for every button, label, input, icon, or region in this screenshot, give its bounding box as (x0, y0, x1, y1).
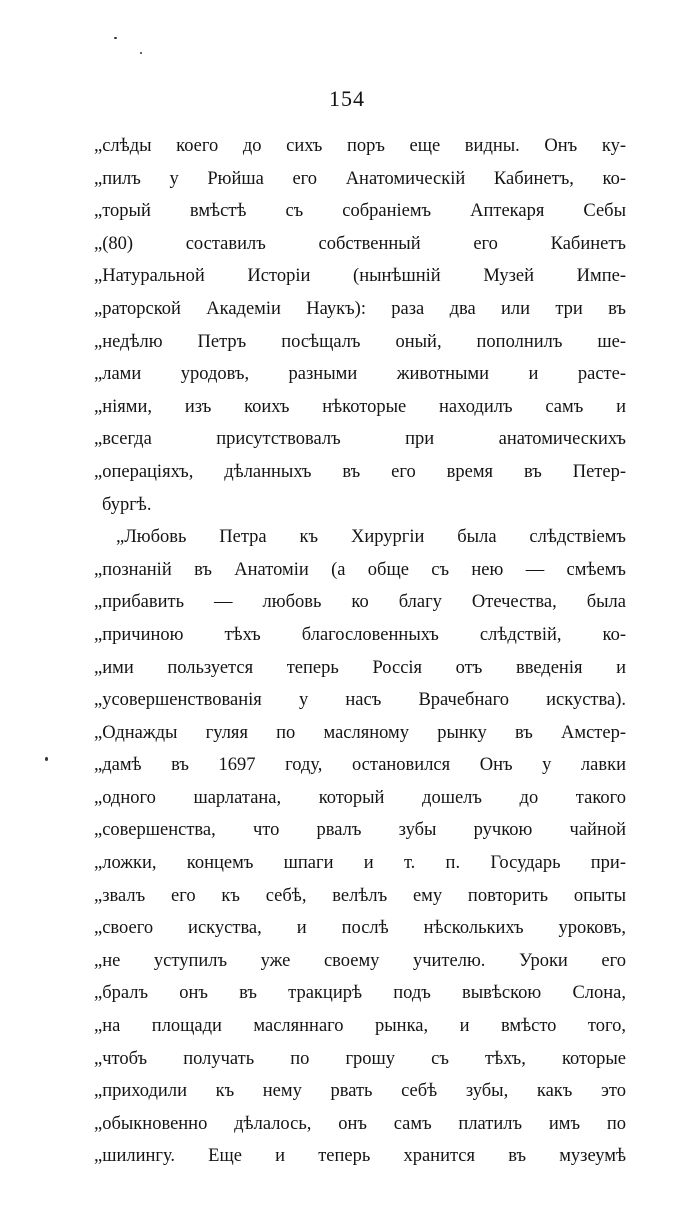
text-line: „обыкновенно дѣлалось, онъ самъ платилъ имъ по (94, 1113, 626, 1134)
text-line: „ложки, концемъ шпаги и т. п. Государь при- (94, 853, 626, 874)
text-line: „операціяхъ, дѣланныхъ въ его время въ Петер- (94, 461, 626, 482)
text-line: „торый вмѣстѣ съ собраніемъ Аптекаря Себы (94, 201, 626, 222)
text-line: „познаній въ Анатоміи (а обще съ нею — смѣемъ (94, 559, 626, 580)
text-line: „раторской Академіи Наукъ): раза два или три въ (94, 298, 626, 319)
page-number: 154 (329, 86, 365, 111)
text-line: „на площади масляннаго рынка, и вмѣсто того, (94, 1016, 626, 1037)
text-line: бургѣ. (102, 494, 152, 515)
text-line: „Однажды гуляя по масляному рынку въ Амстер- (94, 722, 626, 743)
text-line: „пилъ у Рюйша его Анатомическій Кабинетъ, ко- (94, 168, 626, 189)
text-line: „бралъ онъ въ тракцирѣ подъ вывѣскою Слона, (94, 983, 626, 1004)
text-line: „усовершенствованія у насъ Врачебнаго искуства). (94, 690, 626, 711)
text-line: „слѣды коего до сихъ поръ еще видны. Онъ ку- (94, 136, 626, 156)
text-line: „приходили къ нему рвать себѣ зубы, какъ это (94, 1081, 626, 1102)
text-line: „ими пользуется теперь Россія отъ введенія и (94, 657, 626, 678)
ink-speck (140, 52, 142, 54)
text-line: „не уступилъ уже своему учителю. Уроки его (94, 950, 626, 971)
text-line: „(80) составилъ собственный его Кабинетъ (94, 233, 626, 254)
ink-speck (45, 757, 48, 761)
text-line: „Любовь Петра къ Хирургіи была слѣдствіемъ (116, 527, 626, 548)
ink-speck (114, 37, 117, 39)
text-line: „одного шарлатана, который дошелъ до такого (94, 787, 626, 808)
text-line: „недѣлю Петръ посѣщалъ оный, пополнилъ ше- (94, 331, 626, 352)
body-text (94, 130, 626, 1173)
text-line: „прибавить — любовь ко благу Отечества, была (94, 592, 626, 613)
text-line: „Натуральной Исторіи (нынѣшній Музей Импе- (94, 266, 626, 287)
text-line: „шилингу. Еще и теперь хранится въ музеумѣ (94, 1146, 626, 1167)
text-line: „звалъ его къ себѣ, велѣлъ ему повторить опыты (94, 885, 626, 906)
text-line: „дамѣ въ 1697 году, остановился Онъ у лавки (94, 755, 626, 776)
text-line: „ніями, изъ коихъ нѣкоторые находилъ самъ и (94, 396, 626, 417)
text-line: „всегда присутствовалъ при анатомическихъ (94, 429, 626, 450)
text-line: „совершенства, что рвалъ зубы ручкою чайной (94, 820, 626, 841)
text-line: „своего искуства, и послѣ нѣсколькихъ уроковъ, (94, 918, 626, 939)
text-line: „причиною тѣхъ благословенныхъ слѣдствій, ко- (94, 624, 626, 645)
text-line: „лами уродовъ, разными животными и расте- (94, 364, 626, 385)
text-line: „чтобъ получать по грошу съ тѣхъ, которые (94, 1048, 626, 1069)
